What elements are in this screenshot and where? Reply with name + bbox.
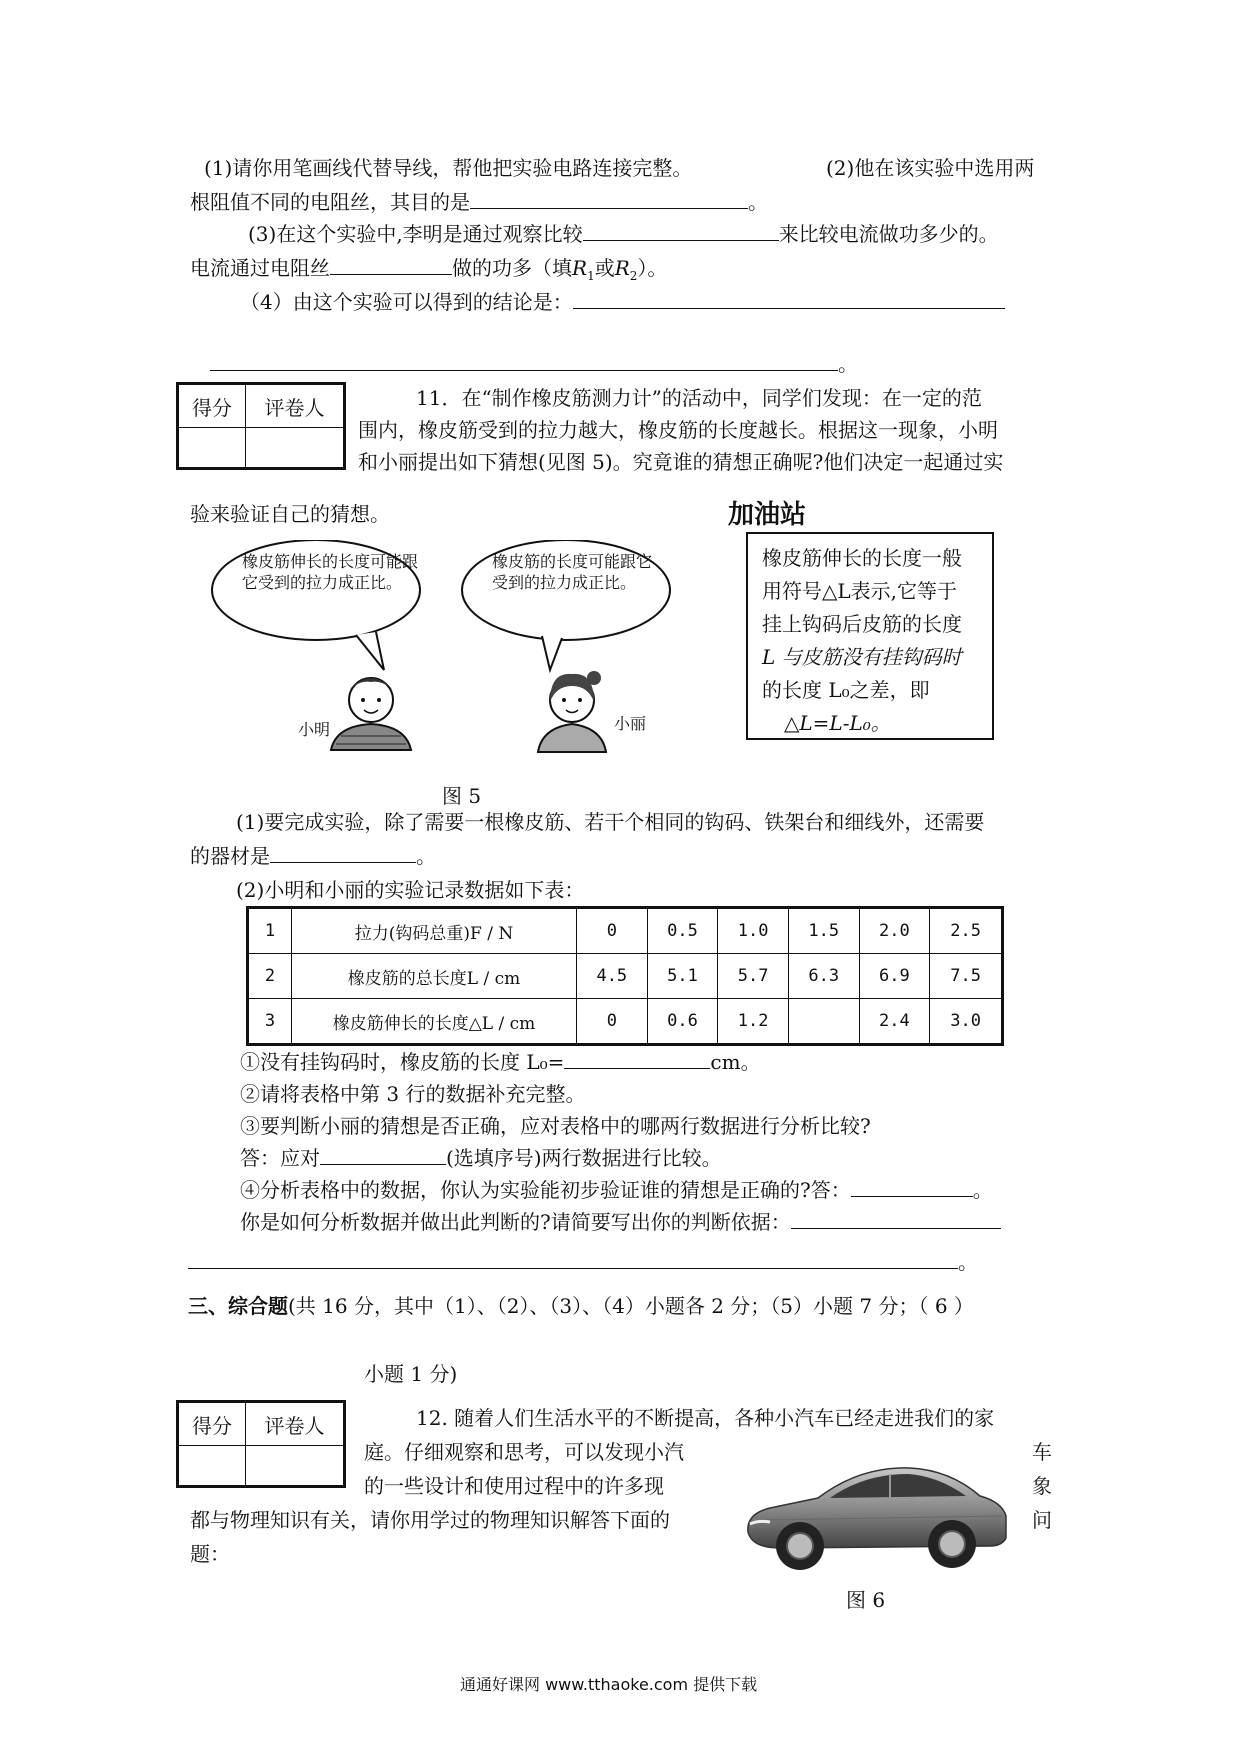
answer-blank-basis-1[interactable] [791, 1210, 1001, 1229]
q10-part1: (1)请你用笔画线代替导线，帮他把实验电路连接完整。 [204, 156, 693, 180]
q10-part4-line2: 。 [210, 352, 858, 376]
q10-part4-line: （4）由这个实验可以得到的结论是： [240, 290, 1005, 314]
table-cell: 6.3 [788, 954, 859, 999]
section3-heading: 三、综合题(共 16 分，其中（1）、（2）、（3）、（4）小题各 2 分；（5）小题 7 分；（ 6 ） [188, 1294, 974, 1318]
table-cell: 拉力(钩码总重)F / N [292, 908, 577, 954]
tip-line-6: △L=L-L₀。 [784, 711, 891, 735]
answer-blank-rows[interactable] [320, 1146, 446, 1165]
table-cell: 0 [577, 999, 648, 1045]
name-xiaoming: 小明 [298, 720, 331, 739]
table-cell: 1.2 [718, 999, 789, 1045]
figure-5-caption: 图 5 [442, 784, 482, 808]
table-cell: 5.1 [647, 954, 718, 999]
boy-figure-icon [331, 678, 411, 750]
q11-p2: (2)小明和小丽的实验记录数据如下表： [236, 878, 585, 902]
q11-line4: 验来验证自己的猜想。 [190, 502, 390, 526]
table-cell: 0.5 [647, 908, 718, 954]
answer-blank-conclusion-2[interactable] [210, 352, 838, 371]
tip-line-4: L 与皮筋没有挂钩码时 [762, 645, 962, 669]
answer-blank-basis-2[interactable] [188, 1250, 958, 1269]
q11-s5: 你是如何分析数据并做出此判断的?请简要写出你的判断依据： [240, 1210, 1001, 1234]
table-cell: 1 [248, 908, 292, 954]
q11-p1-line2: 的器材是 。 [190, 844, 436, 868]
q12-line3a: 的一些设计和使用过程中的许多现 [364, 1474, 664, 1498]
table-cell: 橡皮筋的总长度L / cm [292, 954, 577, 999]
score-label: 得分 [179, 385, 246, 428]
table-cell-blank[interactable] [788, 999, 859, 1045]
answer-blank-l0[interactable] [564, 1050, 710, 1069]
answer-blank-resistor[interactable] [330, 256, 452, 275]
table-cell: 1.0 [718, 908, 789, 954]
q11-s3-answer: 答：应对 (选填序号)两行数据进行比较。 [240, 1146, 722, 1170]
tip-line-5: 的长度 L₀之差，即 [762, 678, 930, 702]
q10-part2-line: 根阻值不同的电阻丝，其目的是 。 [190, 190, 768, 214]
table-cell: 4.5 [577, 954, 648, 999]
q10-part3-line: (3)在这个实验中,李明是通过观察比较 来比较电流做功多少的。 [248, 222, 999, 246]
table-row [248, 954, 1003, 999]
tip-line-2: 用符号△L表示,它等于 [762, 579, 958, 603]
grader-cell[interactable] [245, 1446, 343, 1486]
table-cell: 7.5 [930, 954, 1003, 999]
q12-line4b: 问 [1032, 1508, 1052, 1532]
table-cell: 2.0 [859, 908, 930, 954]
score-cell[interactable] [179, 1446, 246, 1486]
q10-part3-line2: 电流通过电阻丝 做的功多（填$R_1$或$R_2$）。 [190, 256, 668, 283]
score-box-q11 [176, 382, 346, 470]
q12-line1: 12. 随着人们生活水平的不断提高，各种小汽车已经走进我们的家 [416, 1406, 995, 1430]
q11-line1: 11．在“制作橡皮筋测力计”的活动中，同学们发现：在一定的范 [416, 386, 982, 410]
table-cell: 0 [577, 908, 648, 954]
table-cell: 2 [248, 954, 292, 999]
grader-label: 评卷人 [245, 1403, 343, 1446]
q11-p1-line1: (1)要完成实验，除了需要一根橡皮筋、若干个相同的钩码、铁架台和细线外，还需要 [236, 810, 985, 834]
data-table [246, 906, 1004, 1046]
bubble-right-tail [542, 636, 562, 670]
tip-title: 加油站 [728, 500, 807, 530]
table-row [248, 999, 1003, 1045]
q12-line2b: 车 [1032, 1440, 1052, 1464]
table-row [248, 908, 1003, 954]
q11-s3: ③要判断小丽的猜想是否正确，应对表格中的哪两行数据进行分析比较? [240, 1114, 871, 1138]
score-box-q12 [176, 1400, 346, 1488]
section3-desc2: 小题 1 分) [364, 1362, 458, 1386]
table-cell: 0.6 [647, 999, 718, 1045]
q12-line3b: 象 [1032, 1474, 1052, 1498]
q12-line2a: 庭。仔细观察和思考，可以发现小汽 [364, 1440, 684, 1464]
answer-blank-purpose[interactable] [470, 190, 748, 209]
table-cell: 6.9 [859, 954, 930, 999]
grader-cell[interactable] [245, 428, 343, 468]
tip-line-1: 橡皮筋伸长的长度一般 [762, 546, 962, 570]
car-icon [740, 1454, 1012, 1576]
table-cell: 2.4 [859, 999, 930, 1045]
figure-6-caption: 图 6 [846, 1588, 886, 1612]
answer-blank-whose-guess[interactable] [851, 1178, 973, 1197]
table-cell: 3.0 [930, 999, 1003, 1045]
girl-figure-icon [538, 671, 606, 752]
table-cell: 1.5 [788, 908, 859, 954]
q11-line2: 围内，橡皮筋受到的拉力越大，橡皮筋的长度越长。根据这一现象，小明 [358, 418, 998, 442]
answer-blank-conclusion-1[interactable] [573, 290, 1005, 309]
score-cell[interactable] [179, 428, 246, 468]
q10-part2-start: (2)他在该实验中选用两 [826, 156, 1035, 180]
bubble-left-tail [356, 632, 384, 670]
q11-line3: 和小丽提出如下猜想(见图 5)。究竟谁的猜想正确呢?他们决定一起通过实 [358, 450, 1004, 474]
name-xiaoli: 小丽 [614, 714, 647, 733]
q11-s1: ①没有挂钩码时，橡皮筋的长度 L₀= cm。 [240, 1050, 761, 1074]
answer-blank-equipment[interactable] [270, 844, 416, 863]
q11-s4: ④分析表格中的数据，你认为实验能初步验证谁的猜想是正确的?答： 。 [240, 1178, 993, 1202]
table-cell: 橡皮筋伸长的长度△L / cm [292, 999, 577, 1045]
answer-blank-observe[interactable] [583, 222, 779, 241]
tip-line-3: 挂上钩码后皮筋的长度 [762, 612, 962, 636]
table-cell: 3 [248, 999, 292, 1045]
score-label: 得分 [179, 1403, 246, 1446]
grader-label: 评卷人 [245, 385, 343, 428]
q11-s5-line2: 。 [188, 1250, 978, 1274]
table-cell: 2.5 [930, 908, 1003, 954]
table-cell: 5.7 [718, 954, 789, 999]
q12-line5: 题： [190, 1542, 230, 1566]
page-footer: 通通好课网 www.tthaoke.com 提供下载 [460, 1675, 758, 1694]
q11-s2: ②请将表格中第 3 行的数据补充完整。 [240, 1082, 586, 1106]
bubble-left-text: 橡皮筋伸长的长度可能跟它受到的拉力成正比。 [242, 552, 419, 592]
q12-line4a: 都与物理知识有关，请你用学过的物理知识解答下面的 [190, 1508, 670, 1532]
bubble-right-text: 橡皮筋的长度可能跟它受到的拉力成正比。 [492, 552, 653, 592]
